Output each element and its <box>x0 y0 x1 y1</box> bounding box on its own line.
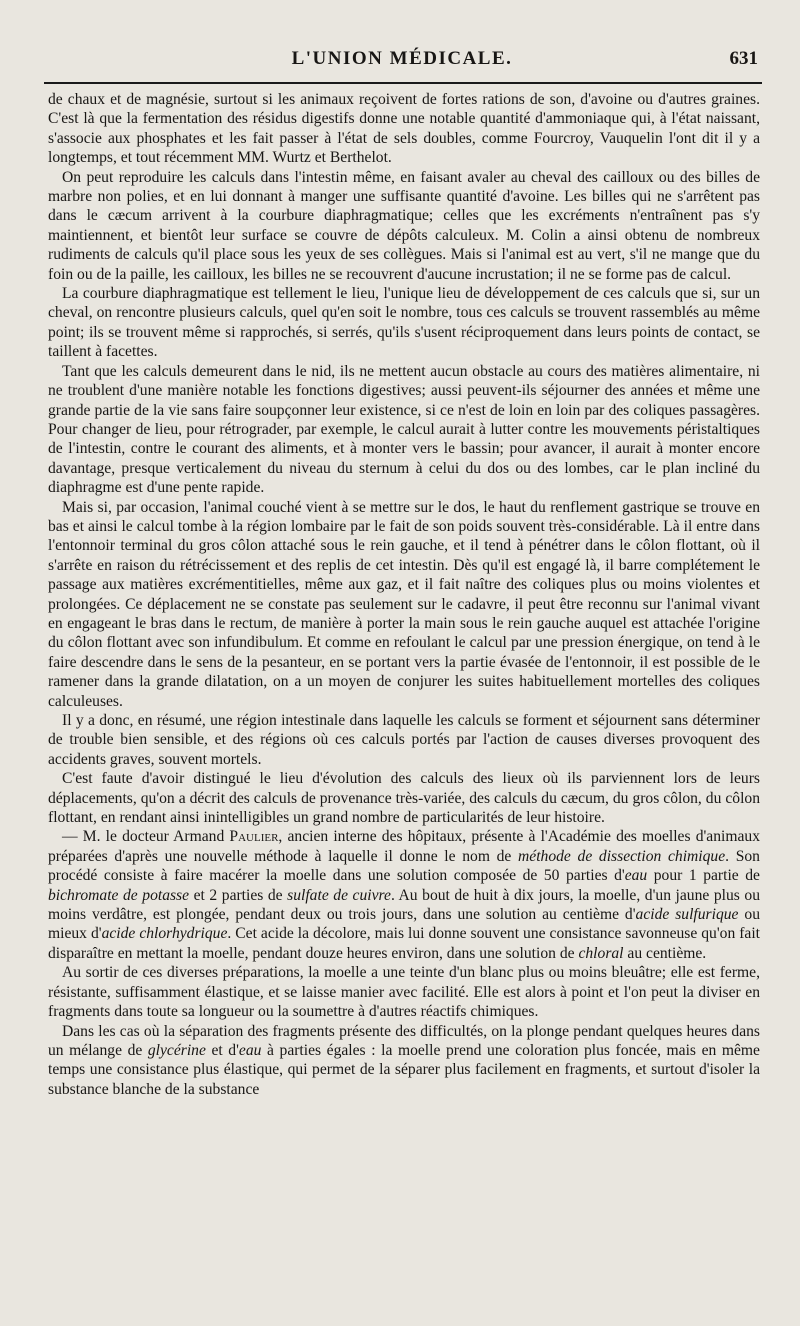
paragraph: Mais si, par occasion, l'animal couché vient à se mettre sur le dos, le haut du renflement gastrique se trouve en bas et ainsi le calcul tombe à la région lombaire par le fait de son poids souvent très-considérable. Là il entre dans l'entonnoir terminal du gros côlon attaché sous le rein gauche, et il tend à pénétrer dans le côlon flottant, où il s'arrête en raison du rétrécissement et des replis de cet intestin. Dès qu'il est engagé là, il barre complétement le passage aux matières excrémentitielles, même aux gaz, et il fait naître des coliques plus ou moins violentes et prolongées. Ce déplacement ne se constate pas seulement sur le cadavre, il peut être reconnu sur l'animal vivant en engageant le bras dans le rectum, de manière à porter la main sous le rein gauche auquel est attachée l'origine du côlon flottant avec son infundibulum. Et comme en refoulant le calcul par une pression énergique, on tend à le faire descendre dans le sens de la pesanteur, en se portant vers la partie évasée de l'entonnoir, il est possible de le ramener dans la grande dilatation, on a un moyen de conjurer les suites habituellement mortelles des coliques calculeuses. <box>48 498 760 710</box>
paragraph: La courbure diaphragmatique est tellement le lieu, l'unique lieu de développement de ces calculs que si, sur un cheval, on rencontre plusieurs calculs, quel qu'en soit le nombre, tous ces calculs se trouvent rassemblés au même point; ils se trouvent même si rapprochés, si serrés, qu'ils s'usent réciproquement dans leurs points de contact, se taillent à facettes. <box>48 285 760 361</box>
text-run: , ancien interne des hôpitaux, présente à l'Académie des moelles d'animaux préparées d'après une nouvelle méthode à laquelle il donne le nom de <box>48 828 760 865</box>
italic-term: acide sulfurique <box>635 906 739 924</box>
header-rule <box>44 82 762 84</box>
italic-term: acide chlorhydrique <box>101 925 228 943</box>
text-run: au centième. <box>623 944 707 962</box>
running-title: L'UNION MÉDICALE. <box>291 48 513 69</box>
text-run: . Cet acide la décolore, mais lui donne souvent une consistance savonneuse qu'on fait disparaître en mettant la moelle, pendant douze heures environ, dans une solution de <box>48 925 760 962</box>
paragraph: C'est faute d'avoir distingué le lieu d'évolution des calculs des lieux où ils parviennent lors de leurs déplacements, qu'on a décrit des calculs de provenance très-variée, des calculs du cæcum, du gros côlon, du côlon flottant, en rendant ainsi inintelligibles un grand nombre de particularités de leur histoire. <box>48 770 760 827</box>
text-run: pour 1 partie de <box>647 867 760 885</box>
text-run: — M. le docteur Armand <box>62 828 230 846</box>
paragraph: Au sortir de ces diverses préparations, la moelle a une teinte d'un blanc plus ou moins bleuâtre; elle est ferme, résistante, suffisamment élastique, et se laisse manier avec facilité. Elle est alors à point et l'on peut la diviser en fragments dans toute sa longueur ou la soumettre à d'autres réactifs chimiques. <box>48 964 760 1021</box>
author-name: Paulier <box>229 828 279 846</box>
italic-term: bichromate de potasse <box>48 886 190 904</box>
italic-term: eau <box>238 1041 262 1059</box>
paragraph: Tant que les calculs demeurent dans le nid, ils ne mettent aucun obstacle au cours des matières alimentaire, ni ne troublent d'une manière notable les fonctions digestives; aussi peuvent-ils séjourner des années et même une grande partie de la vie sans faire soupçonner leur existence, si ce n'est de loin en loin par des coliques passagères. Pour changer de lieu, pour rétrograder, par exemple, le calcul aurait à lutter contre les mouvements péristaltiques de l'intestin, contre le courant des aliments, et à monter vers le bassin; pour avancer, il aurait à monter encore davantage, presque verticalement du niveau du sternum à celui du dos ou des lombes, car le plan incliné du diaphragme est d'une pente rapide. <box>48 362 760 497</box>
page-number: 631 <box>729 48 758 69</box>
paragraph-pauler <box>48 827 760 963</box>
text-run: à parties égales : la moelle prend une coloration plus foncée, mais en même temps une consistance plus élastique, qui permet de la séparer plus facilement en fragments, et surtout d'isoler la substance blanche de la substance <box>48 1041 760 1098</box>
article-body <box>48 90 760 1316</box>
text-run: . Son procédé consiste à faire macérer la moelle dans une solution composée de 50 parties d' <box>48 847 760 885</box>
italic-term: chloral <box>578 944 624 962</box>
text-run: . Au bout de huit à dix jours, la moelle, d'un jaune plus ou moins verdâtre, est plongée, pendant deux ou trois jours, dans une solution au centième d' <box>48 886 760 924</box>
paragraph: Il y a donc, en résumé, une région intestinale dans laquelle les calculs se forment et séjournent sans déterminer de trouble bien sensible, et des régions où ces calculs portés par l'action de causes diverses provoquent des accidents graves, souvent mortels. <box>48 712 760 768</box>
paragraph-continuation: de chaux et de magnésie, surtout si les animaux reçoivent de fortes rations de son, d'avoine ou d'autres graines. C'est là que la fermentation des résidus digestifs donne une notable quantité d'ammoniaque qui, à l'état naissant, s'associe aux phosphates et les fait passer à l'état de sels doubles, comme Fourcroy, Vauquelin l'ont dit il y a longtemps, et tout récemment MM. Wurtz et Berthelot. <box>48 91 760 167</box>
italic-term: sulfate de cuivre <box>287 886 391 904</box>
text-run: et d' <box>205 1041 239 1059</box>
italic-term: eau <box>624 867 648 885</box>
text-run: ou mieux d' <box>48 906 760 943</box>
italic-term: méthode de dissection chimique <box>518 847 726 865</box>
paragraph: On peut reproduire les calculs dans l'intestin même, en faisant avaler au cheval des cailloux ou des billes de marbre non polies, et en lui donnant à manger une suffisante quantité d'avoine. Les billes qui ne s'arrêtent pas dans le cæcum arrivent à la courbure diaphragmatique; celles que les excréments n'entraînent pas s'y maintiennent, et bientôt leur surface se couvre de dépôts calculeux. M. Colin a ainsi obtenu de nombreux rudiments de calculs qu'il place sous les yeux de ses collègues. Mais si l'animal est au vert, s'il ne mange que du foin ou de la paille, les cailloux, les billes ne se recouvrent d'aucune incrustation; il ne se forme pas de calcul. <box>48 168 760 283</box>
paragraph-glycerine <box>48 1022 760 1100</box>
italic-term: glycérine <box>147 1041 206 1059</box>
text-run: et 2 parties de <box>189 886 288 904</box>
text-run: Dans les cas où la séparation des fragments présente des difficultés, on la plonge pendant quelques heures dans un mélange de <box>48 1022 760 1059</box>
page-header <box>44 44 760 76</box>
